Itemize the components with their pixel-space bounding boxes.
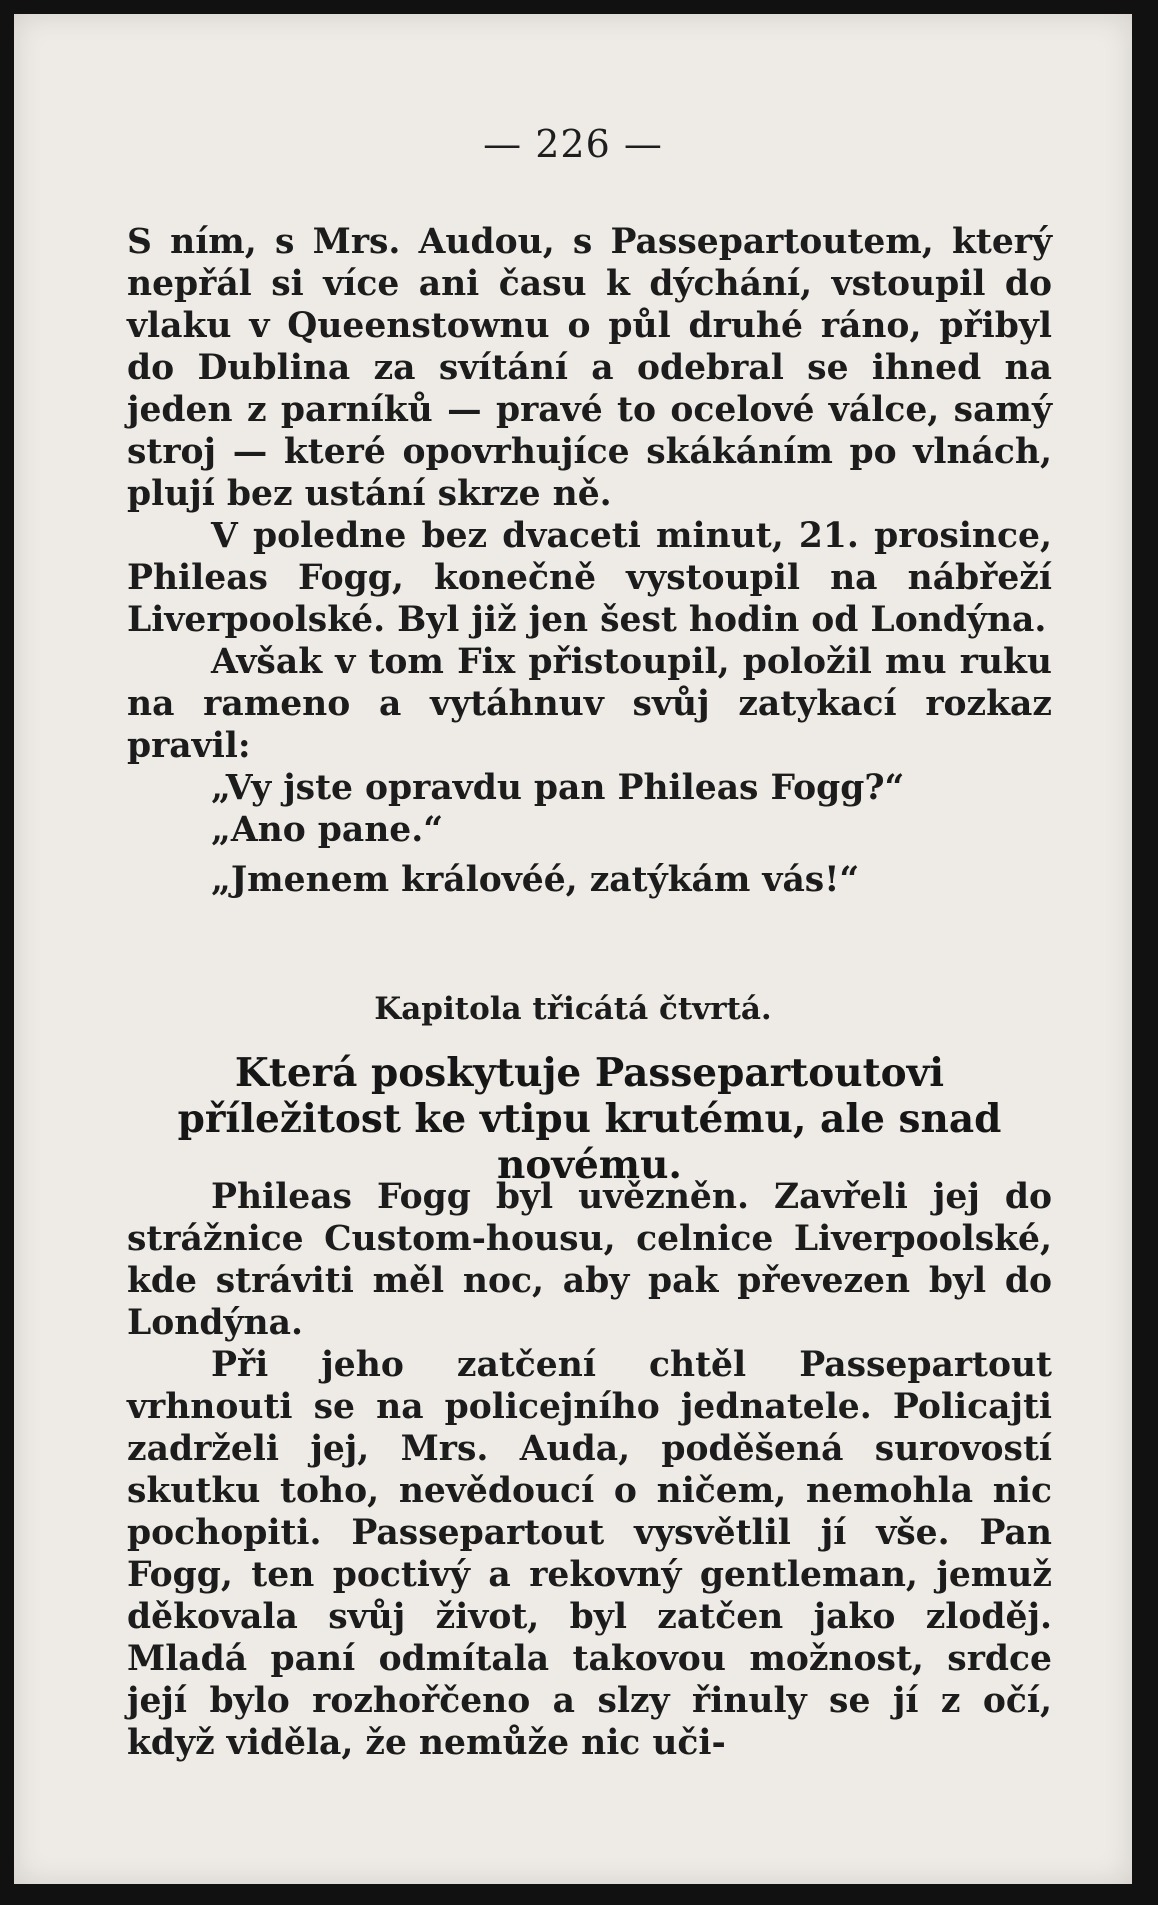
paragraph: Avšak v tom Fix přistoupil, položil mu ruku na rameno a vytáhnuv svůj zatykací rozkaz pravil: <box>127 642 1052 766</box>
paragraph: Při jeho zatčení chtěl Passepartout vrhnouti se na policejního jednatele. Policajti zadrželi jej, Mrs. Auda, poděšená surovostí skutku toho, nevědoucí o ničem, nemohla nic pochopiti. Passepartout vysvětlil jí vše. Pan Fogg, ten poctivý a rekovný gentleman, jemuž děkovala svůj život, byl zatčen jako zloděj. Mladá paní odmítala takovou možnost, srdce její bylo rozhořčeno a slzy řinuly se jí z očí, když viděla, že nemůže nic uči- <box>127 1345 1052 1763</box>
chapter-label: Kapitola třicátá čtvrtá. <box>374 991 772 1027</box>
dialogue-line: „Vy jste opravdu pan Phileas Fogg?“ <box>211 768 905 808</box>
text-block-top <box>127 221 1052 901</box>
text-block-bottom <box>127 1176 1052 1764</box>
chapter-title: Která poskytuje Passepartoutovi příležitost ke vtipu krutému, ale snad novému. <box>177 1050 1002 1188</box>
book-page <box>14 14 1132 1884</box>
paragraph: S ním, s Mrs. Audou, s Passepartoutem, který nepřál si více ani času k dýchání, vstoupil do vlaku v Queenstownu o půl druhé ráno, přibyl do Dublina za svítání a odebral se ihned na jeden z parníků — pravé to ocelové válce, samý stroj — které opovrhujíce skákáním po vlnách, plují bez ustání skrze ně. <box>127 222 1052 514</box>
paragraph: Phileas Fogg byl uvězněn. Zavřeli jej do strážnice Custom-housu, celnice Liverpoolské, kde stráviti měl noc, aby pak převezen byl do Londýna. <box>127 1177 1052 1343</box>
dialogue-line: „Ano pane.“ <box>211 810 444 850</box>
paragraph: V poledne bez dvaceti minut, 21. prosince, Phileas Fogg, konečně vystoupil na nábřeží Liverpoolské. Byl již jen šest hodin od Londýna. <box>127 516 1052 640</box>
page-number: — 226 — <box>483 122 663 166</box>
dialogue-line: „Jmenem královéé, zatýkám vás!“ <box>211 860 860 900</box>
